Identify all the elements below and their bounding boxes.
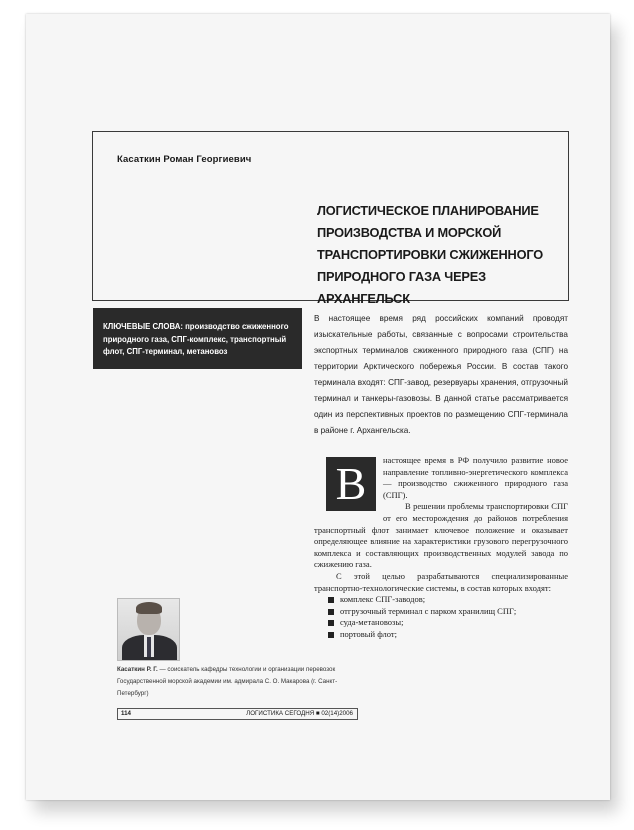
- list-item: портовый флот;: [328, 629, 568, 641]
- abstract: В настоящее время ряд российских компаний проводят изыскательные работы, связанные с вопросами строительства экспортных терминалов сжиженного природного газа (СПГ) на территории Арктического побережья России. В состав такого терминала входят: СПГ-завод, резервуары хранения, отгрузочный терминал и танкеры-газовозы. В данной статье рассматривается один из перспективных проектов по размещению СПГ-терминала в районе г. Архангельска.: [314, 314, 568, 435]
- component-list: [314, 594, 568, 640]
- keywords-text: производство сжиженного природного газа, СПГ-комплекс, транспортный флот, СПГ-терминал, метановоз: [103, 322, 289, 356]
- keywords-label: КЛЮЧЕВЫЕ СЛОВА:: [103, 322, 183, 331]
- page-number: 114: [121, 710, 131, 717]
- photo-hair: [136, 602, 162, 614]
- list-item: комплекс СПГ-заводов;: [328, 594, 568, 606]
- body-paragraph-1: настоящее время в РФ получило развитие новое направление топливно-энергетического комплекса — производство сжиженного природного газа (СПГ).: [383, 455, 568, 500]
- page-footer: [117, 708, 358, 720]
- keywords-box: [93, 308, 302, 369]
- article-title: ЛОГИСТИЧЕСКОЕ ПЛАНИРОВАНИЕ ПРОИЗВОДСТВА И МОРСКОЙ ТРАНСПОРТИРОВКИ СЖИЖЕННОГО ПРИРОДНОГО ГАЗА ЧЕРЕЗ АРХАНГЕЛЬСК: [317, 203, 543, 306]
- body-column: [314, 455, 568, 641]
- author-note-name: Касаткин Р. Г.: [117, 666, 158, 673]
- journal-page: [26, 14, 610, 800]
- title-box: [92, 131, 569, 306]
- author-note-text: — соискатель кафедры технологии и организации перевозок Государственной морской академии им. адмирала С. О. Макарова (г. Санкт-Петербург): [117, 666, 338, 697]
- body-paragraph-2: В решении проблемы транспортировки СПГ от его месторождения до районов потребления транспортный флот занимает ключевое положение и оказывает определяющее влияние на характеристики грузового перегрузочного комплекса и составляющих производственных модулей завода по сжижению газа.: [314, 501, 568, 570]
- drop-cap: В: [326, 457, 376, 511]
- body-paragraph-3: С этой целью разрабатываются специализированные транспортно-технологические системы, в состав которых входят:: [314, 570, 568, 593]
- photo-tie: [147, 637, 151, 657]
- author-photo: [117, 598, 180, 661]
- list-item: отгрузочный терминал с парком хранилищ СПГ;: [328, 606, 568, 618]
- author-note: [117, 664, 357, 700]
- author-name: Касаткин Роман Георгиевич: [117, 154, 252, 165]
- list-item: суда-метановозы;: [328, 617, 568, 629]
- journal-issue: ЛОГИСТИКА СЕГОДНЯ ■ 02(14)2006: [246, 710, 353, 717]
